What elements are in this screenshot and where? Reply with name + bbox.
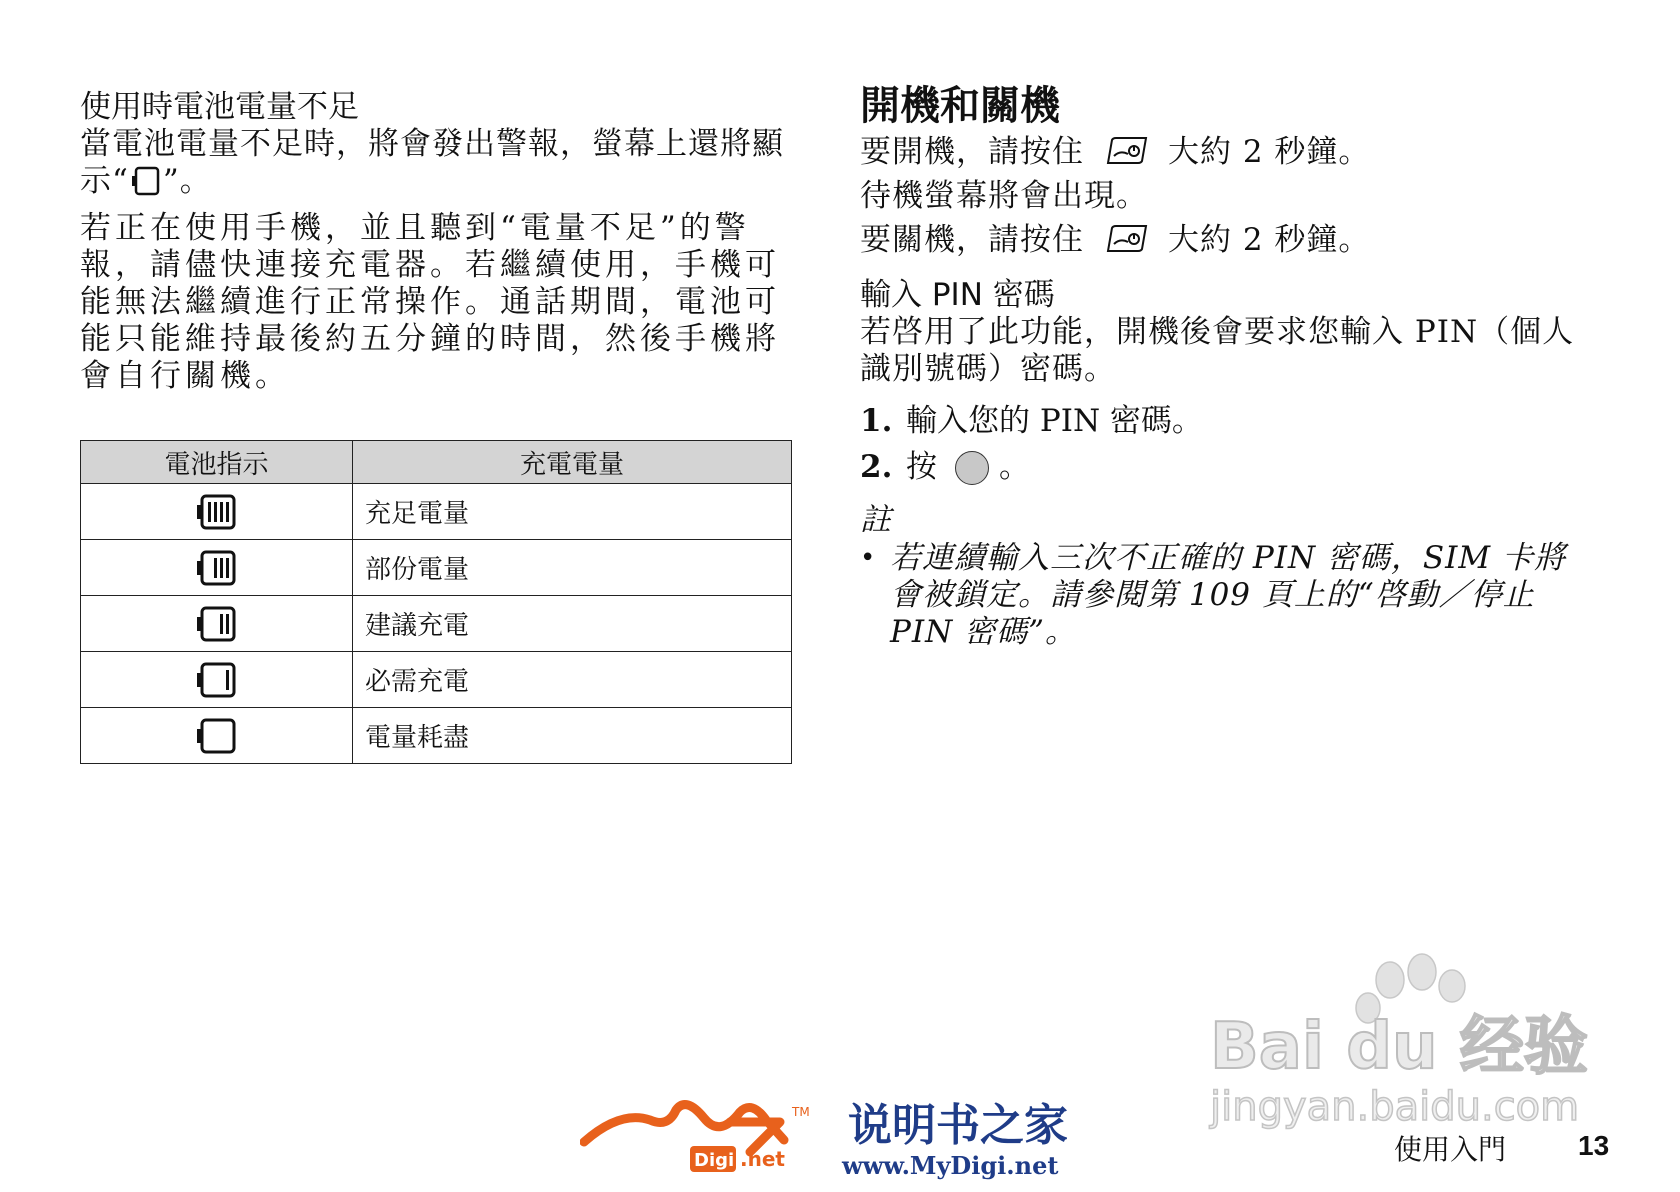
ok-key-icon xyxy=(955,451,989,485)
mydigi-badge-b: .net xyxy=(740,1147,785,1171)
battery-level-label: 必需充電 xyxy=(353,652,792,708)
note-item xyxy=(860,540,1580,651)
table-header-indicator: 電池指示 xyxy=(81,441,353,484)
baidu-jingyan-watermark xyxy=(1200,950,1620,1130)
table-row xyxy=(81,596,792,652)
bullet-icon: • xyxy=(860,543,876,573)
battery-low-text-a: 當電池電量不足時，將會發出警報，螢幕上還將顯示“ xyxy=(80,126,784,199)
pin-paragraph: 若啓用了此功能，開機後會要求您輸入 PIN（個人識別號碼）密碼。 xyxy=(860,314,1575,387)
table-row xyxy=(81,708,792,764)
mydigi-logo xyxy=(580,1090,1120,1180)
battery-low-paragraph-1 xyxy=(80,126,792,200)
battery-low-paragraph-2: 若正在使用手機，並且聽到“電量不足”的警報，請儘快連接充電器。若繼續使用，手機可能無法繼續進行正常操作。通話期間，電池可能只能維持最後約五分鐘的時間，然後手機將會自行關機。 xyxy=(80,210,780,394)
table-header-row xyxy=(81,441,792,484)
note-title: 註 xyxy=(860,502,891,538)
power-on-off-title: 開機和關機 xyxy=(860,83,1060,129)
battery-level-icon xyxy=(196,548,238,588)
battery-icon-cell xyxy=(81,484,353,540)
battery-icon-cell xyxy=(81,708,353,764)
battery-level-icon xyxy=(196,716,238,756)
battery-level-icon xyxy=(196,604,238,644)
power-on-instruction xyxy=(860,130,1580,174)
step-number: 2. xyxy=(860,449,893,485)
step-item xyxy=(860,444,1580,490)
battery-level-icon xyxy=(196,492,238,532)
step-text: 輸入您的 PIN 密碼。 xyxy=(906,403,1203,439)
battery-level-label: 充足電量 xyxy=(353,484,792,540)
baidu-text: Bai du 经验 xyxy=(1210,1010,1588,1084)
battery-level-label: 電量耗盡 xyxy=(353,708,792,764)
step-item xyxy=(860,398,1580,444)
battery-low-text-b: ”。 xyxy=(162,163,212,199)
table-row xyxy=(81,540,792,596)
pin-title: 輸入 PIN 密碼 xyxy=(860,277,1055,313)
battery-level-label: 部份電量 xyxy=(353,540,792,596)
battery-level-icon xyxy=(196,660,238,700)
end-key-icon xyxy=(1102,224,1150,254)
end-key-icon xyxy=(1102,136,1150,166)
battery-indicator-table xyxy=(80,440,792,764)
power-off-text-a: 要關機，請按住 xyxy=(860,222,1084,258)
mydigi-badge-a: Digi xyxy=(694,1150,735,1171)
battery-low-title: 使用時電池電量不足 xyxy=(80,89,359,125)
power-on-text-b: 大約 2 秒鐘。 xyxy=(1168,134,1371,170)
mydigi-tm: TM xyxy=(792,1105,810,1119)
footer-section-name: 使用入門 xyxy=(1394,1133,1507,1166)
note-text: 若連續輸入三次不正確的 PIN 密碼，SIM 卡將會被鎖定。請參閱第 109 頁上的“啓動／停止 PIN 密碼”。 xyxy=(890,540,1567,650)
step-number: 1. xyxy=(860,403,893,439)
power-off-instruction xyxy=(860,218,1580,262)
table-row xyxy=(81,652,792,708)
table-header-level: 充電電量 xyxy=(353,441,792,484)
battery-icon-cell xyxy=(81,652,353,708)
standby-text: 待機螢幕將會出現。 xyxy=(860,178,1148,214)
battery-level-label: 建議充電 xyxy=(353,596,792,652)
power-on-text-a: 要開機，請按住 xyxy=(860,134,1084,170)
step-text-end: 。 xyxy=(999,449,1030,485)
power-off-text-b: 大約 2 秒鐘。 xyxy=(1168,222,1371,258)
table-row xyxy=(81,484,792,540)
mydigi-url: www.MyDigi.net xyxy=(842,1151,1059,1180)
page-number: 13 xyxy=(1578,1130,1610,1161)
step-text: 按 xyxy=(906,449,937,485)
battery-low-section xyxy=(80,88,792,395)
battery-icon-cell xyxy=(81,540,353,596)
battery-icon-cell xyxy=(81,596,353,652)
mydigi-main: 说明书之家 xyxy=(848,1100,1068,1151)
empty-battery-icon xyxy=(131,165,161,197)
baidu-url: jingyan.baidu.com xyxy=(1210,1084,1580,1130)
power-section xyxy=(860,82,1580,651)
pin-steps xyxy=(860,398,1580,490)
